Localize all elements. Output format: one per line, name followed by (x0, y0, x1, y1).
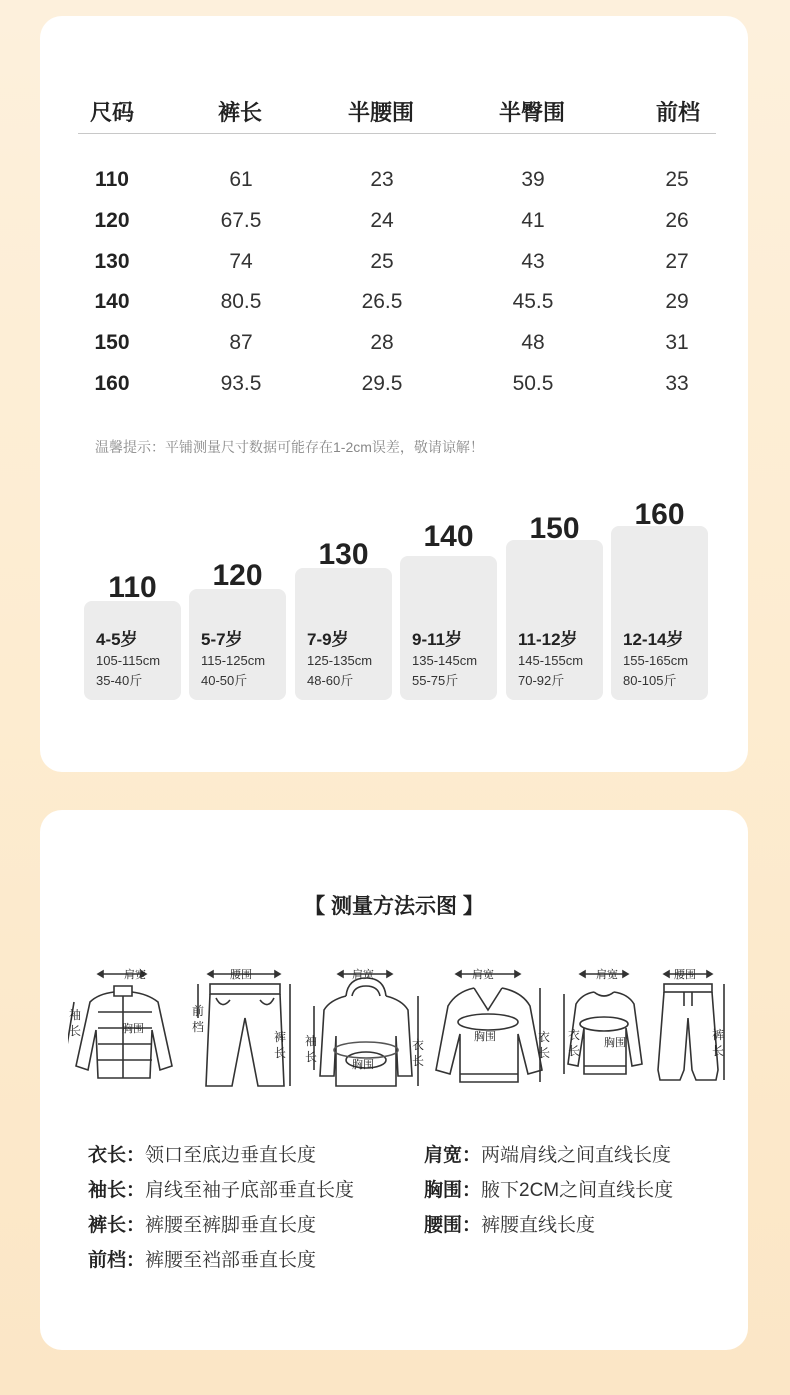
header-pants-length: 裤长 (217, 100, 262, 125)
chest-label: 胸围 (352, 1059, 374, 1071)
definition-front-rise (88, 1245, 316, 1272)
cell-pants-length: 80.5 (220, 290, 262, 313)
header-front-rise: 前档 (655, 100, 700, 125)
size-number: 130 (318, 538, 369, 571)
cell-half-hip: 48 (521, 331, 545, 354)
pants-length-label-top: 裤 (712, 1028, 725, 1042)
size-table-header (40, 96, 748, 136)
sleeve-label-top: 袖 (69, 1008, 82, 1022)
sleeve-label-top: 袖 (305, 1034, 318, 1048)
definition-body-length (88, 1140, 316, 1167)
cell-half-hip: 39 (521, 168, 545, 191)
size-block-160 (611, 498, 708, 700)
waist-label: 腰围 (674, 969, 696, 981)
term: 裤长： (88, 1215, 146, 1236)
table-row (40, 168, 748, 198)
body-length-label-bottom: 长 (538, 1046, 551, 1060)
cell-front-rise: 29 (665, 290, 689, 313)
cell-half-waist: 29.5 (361, 372, 403, 395)
definition-pants-length (88, 1210, 316, 1237)
shoulder-label: 肩宽 (352, 969, 374, 981)
cell-size: 150 (94, 331, 130, 354)
weight-range: 80-105斤 (623, 673, 677, 688)
cell-front-rise: 26 (665, 209, 689, 232)
desc: 裤腰直线长度 (481, 1215, 596, 1236)
size-chart-card (40, 16, 748, 772)
cell-front-rise: 33 (665, 372, 689, 395)
weight-range: 35-40斤 (96, 673, 143, 688)
cell-size: 140 (94, 290, 130, 313)
shoulder-label: 肩宽 (472, 969, 494, 981)
cell-half-waist: 25 (370, 250, 394, 273)
term: 肩宽： (424, 1145, 482, 1166)
desc: 两端肩线之间直线长度 (481, 1145, 672, 1166)
age-range: 4-5岁 (96, 630, 138, 649)
body-length-label-top: 衣 (412, 1038, 425, 1052)
age-range: 12-14岁 (623, 630, 684, 649)
header-size: 尺码 (89, 100, 134, 125)
size-number: 120 (212, 559, 263, 592)
table-divider (78, 133, 716, 134)
cell-half-waist: 23 (370, 168, 394, 191)
cell-size: 110 (95, 168, 129, 191)
term: 腰围： (424, 1215, 482, 1236)
cell-half-hip: 45.5 (512, 290, 554, 313)
size-block-130 (295, 538, 392, 700)
sleeve-label-bottom: 长 (69, 1024, 82, 1038)
desc: 裤腰至裤脚垂直长度 (145, 1215, 317, 1236)
definition-waist (424, 1210, 595, 1237)
sweatshirt-joggers-diagram (560, 966, 730, 1096)
term: 衣长： (88, 1145, 146, 1166)
table-row (40, 209, 748, 239)
definition-shoulder (424, 1140, 671, 1167)
body-length-label-bottom: 长 (412, 1054, 425, 1068)
term: 袖长： (88, 1180, 146, 1201)
size-block-150 (506, 512, 603, 700)
cell-half-hip: 41 (521, 209, 545, 232)
cell-size: 160 (94, 372, 130, 395)
desc: 裤腰至裆部垂直长度 (145, 1250, 317, 1271)
measurement-tip: 温馨提示：平铺测量尺寸数据可能存在1-2cm误差，敬请谅解！ (95, 439, 484, 455)
header-half-waist: 半腰围 (347, 100, 414, 125)
height-range: 145-155cm (518, 653, 584, 668)
cell-half-waist: 26.5 (361, 290, 403, 313)
table-row (40, 331, 748, 361)
table-row (40, 250, 748, 280)
measure-title: 【 测量方法示图 】 (304, 895, 484, 918)
rise-label-top: 前 (192, 1004, 205, 1018)
pants-length-label-top: 裤 (274, 1030, 287, 1044)
cell-size: 130 (94, 250, 130, 273)
size-number: 160 (634, 498, 685, 531)
rise-label-bottom: 档 (192, 1020, 205, 1034)
cell-pants-length: 87 (229, 331, 253, 354)
cell-half-waist: 24 (370, 209, 394, 232)
cell-pants-length: 93.5 (220, 372, 262, 395)
height-range: 135-145cm (412, 653, 478, 668)
shoulder-label: 肩宽 (124, 969, 146, 981)
cell-half-hip: 50.5 (512, 372, 554, 395)
pants-length-label-bottom: 长 (712, 1044, 725, 1058)
definition-sleeve (88, 1175, 354, 1202)
age-range: 9-11岁 (412, 630, 463, 649)
hoodie-diagram (306, 966, 426, 1096)
size-block-120 (189, 559, 286, 700)
desc: 肩线至袖子底部垂直长度 (145, 1180, 355, 1201)
waist-label: 腰围 (230, 969, 252, 981)
size-number: 110 (108, 571, 157, 604)
cell-pants-length: 74 (229, 250, 253, 273)
weight-range: 48-60斤 (307, 673, 354, 688)
size-number: 140 (423, 520, 474, 553)
shoulder-label: 肩宽 (596, 969, 618, 981)
weight-range: 40-50斤 (201, 673, 248, 688)
sleeve-label-bottom: 长 (305, 1050, 318, 1064)
cell-half-waist: 28 (370, 331, 394, 354)
measurement-guide-card (40, 810, 748, 1350)
term: 胸围： (424, 1180, 482, 1201)
term: 前档： (88, 1250, 146, 1271)
age-range: 5-7岁 (201, 630, 243, 649)
size-block-110 (84, 571, 181, 700)
body-length-label-top: 衣 (568, 1028, 581, 1042)
cell-front-rise: 27 (665, 250, 689, 273)
cell-half-hip: 43 (521, 250, 545, 273)
desc: 腋下2CM之间直线长度 (481, 1180, 674, 1201)
pants-length-label-bottom: 长 (274, 1046, 287, 1060)
cell-size: 120 (94, 209, 130, 232)
height-range: 105-115cm (96, 653, 161, 668)
cell-front-rise: 31 (665, 331, 689, 354)
desc: 领口至底边垂直长度 (145, 1145, 317, 1166)
height-range: 125-135cm (307, 653, 373, 668)
body-length-label-bottom: 长 (568, 1044, 581, 1058)
chest-label: 胸围 (122, 1023, 144, 1035)
table-row (40, 372, 748, 402)
weight-range: 55-75斤 (412, 673, 459, 688)
cell-pants-length: 67.5 (220, 209, 262, 232)
age-range: 7-9岁 (307, 630, 349, 649)
height-range: 155-165cm (623, 653, 689, 668)
cell-pants-length: 61 (229, 168, 253, 191)
chest-label: 胸围 (604, 1037, 626, 1049)
header-half-hip: 半臀围 (498, 100, 565, 125)
weight-range: 70-92斤 (518, 673, 565, 688)
size-block-140 (400, 520, 497, 700)
height-range: 115-125cm (201, 653, 266, 668)
table-row (40, 290, 748, 320)
definition-chest (424, 1175, 673, 1202)
chest-label: 胸围 (474, 1031, 496, 1043)
body-length-label-top: 衣 (538, 1030, 551, 1044)
size-number: 150 (529, 512, 580, 545)
age-range: 11-12岁 (518, 630, 578, 649)
cell-front-rise: 25 (665, 168, 689, 191)
